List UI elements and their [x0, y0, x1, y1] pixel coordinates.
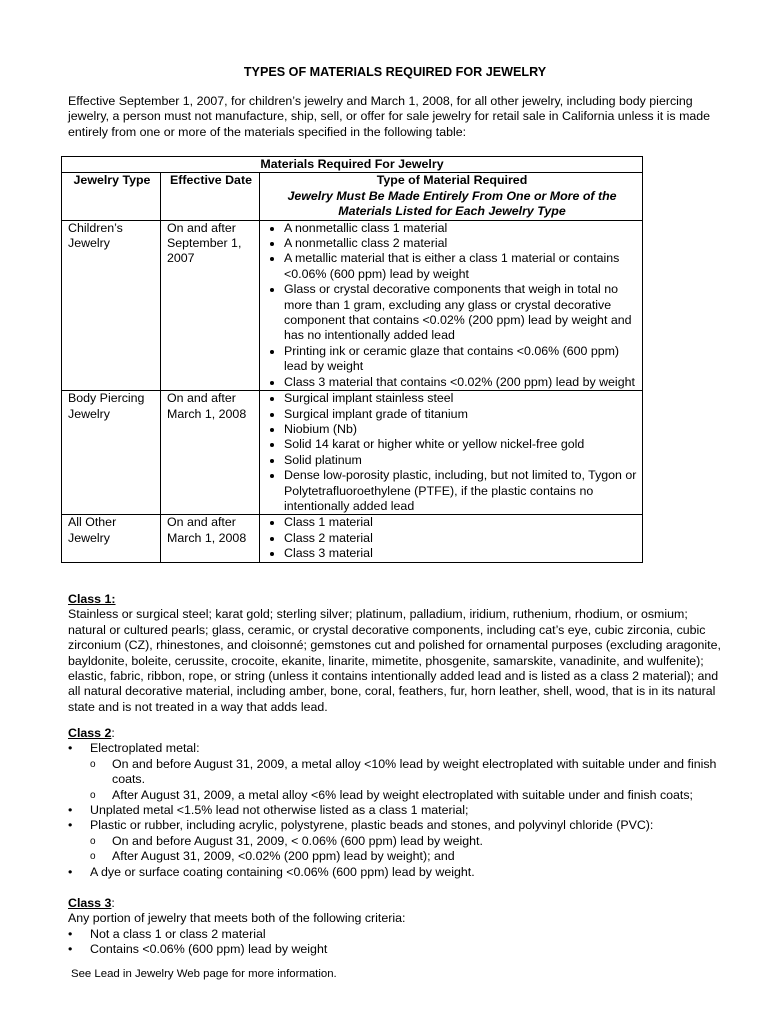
jewelry-type-cell: Body Piercing Jewelry — [62, 391, 161, 515]
intro-paragraph: Effective September 1, 2007, for children’s jewelry and March 1, 2008, for all other jewelry, including body piercing jewelry, a person must not manufacture, ship, sell, or offer for sale jewelry for retail sale in California unless it is made entirely from one or more of the materials specified in the following table: — [68, 94, 711, 139]
header-effective-date: Effective Date — [161, 173, 260, 220]
jewelry-type-cell: All Other Jewelry — [62, 515, 161, 562]
footer-note: See Lead in Jewelry Web page for more information. — [71, 968, 337, 980]
header-material-subtitle: Jewelry Must Be Made Entirely From One or More of the Materials Listed for Each Jewelry Type — [287, 188, 617, 219]
effective-date-cell: On and after March 1, 2008 — [161, 515, 260, 562]
list-item — [90, 818, 722, 864]
list-item — [90, 741, 722, 803]
class2-section — [68, 726, 722, 880]
header-jewelry-type: Jewelry Type — [62, 173, 161, 220]
sub-list-item: o After August 31, 2009, <0.02% (200 ppm) lead by weight); and — [112, 849, 722, 864]
list-item: • Contains <0.06% (600 ppm) lead by weight — [90, 942, 722, 957]
header-material-cell — [260, 173, 643, 220]
material-item: • Surgical implant stainless steel — [284, 391, 638, 406]
material-item: • A metallic material that is either a class 1 material or contains <0.06% (600 ppm) lead by weight — [284, 251, 638, 282]
material-item: • Glass or crystal decorative components that weigh in total no more than 1 gram, excluding any glass or crystal decorative component that contains <0.02% (200 ppm) lead by weight and has no intentionally added lead — [284, 282, 638, 344]
class3-heading: Class 3 — [68, 896, 112, 910]
list-item: • Not a class 1 or class 2 material — [90, 927, 722, 942]
material-item: • Niobium (Nb) — [284, 422, 638, 437]
materials-cell — [260, 391, 643, 515]
material-item: • A nonmetallic class 2 material — [284, 236, 638, 251]
sub-list-item: o On and before August 31, 2009, < 0.06% (600 ppm) lead by weight. — [112, 834, 722, 849]
table-row — [62, 391, 643, 515]
class1-text: Stainless or surgical steel; karat gold; sterling silver; platinum, palladium, iridium, ruthenium, rhodium, or osmium; natural or cultured pearls; glass, ceramic, or crystal decorative components, including cat’s eye, cubic zirconia, cubic zirconium (CZ), rhinestones, and cloisonné; gemstones cut and polished for ornamental purposes (excluding aragonite, bayldonite, boleite, cerussite, crocoite, ekanite, linarite, mimetite, phosgenite, samarskite, vanadinite, and wulfenite); elastic, fabric, ribbon, rope, or string (unless it contains intentionally added lead and is listed as a class 2 material); and all natural decorative material, including amber, bone, coral, feathers, fur, horn leather, shell, wood, that is in its natural state and is not treated in a way that adds lead. — [68, 607, 721, 714]
table-row — [62, 220, 643, 390]
document-title: TYPES OF MATERIALS REQUIRED FOR JEWELRY — [243, 65, 547, 79]
class1-section — [68, 592, 722, 715]
class3-list — [68, 927, 722, 958]
class1-heading: Class 1: — [68, 592, 116, 606]
material-item: • Printing ink or ceramic glaze that contains <0.06% (600 ppm) lead by weight — [284, 344, 638, 375]
class2-item-text: Plastic or rubber, including acrylic, polystyrene, plastic beads and stones, and polyvinyl chloride (PVC): — [90, 818, 654, 833]
class2-list — [68, 741, 722, 880]
sub-list-item: o After August 31, 2009, a metal alloy <6% lead by weight electroplated with suitable under and finish coats; — [112, 788, 722, 803]
table-caption: Materials Required For Jewelry — [62, 157, 643, 173]
class2-heading-colon: : — [111, 726, 115, 740]
class3-heading-colon: : — [111, 896, 115, 910]
table-row — [62, 515, 643, 562]
list-item: • A dye or surface coating containing <0.06% (600 ppm) lead by weight. — [90, 865, 722, 880]
header-material-required: Type of Material Required — [376, 173, 528, 188]
material-item: • Class 3 material that contains <0.02% (200 ppm) lead by weight — [284, 375, 638, 390]
materials-cell — [260, 515, 643, 562]
jewelry-type-cell: Children’s Jewelry — [62, 220, 161, 390]
effective-date-cell: On and after March 1, 2008 — [161, 391, 260, 515]
table-caption-row — [62, 157, 643, 173]
class2-heading-line — [68, 726, 722, 741]
class2-item-text: Electroplated metal: — [90, 741, 200, 756]
material-item: • Solid platinum — [284, 453, 638, 468]
list-item: • Unplated metal <1.5% lead not otherwise listed as a class 1 material; — [90, 803, 722, 818]
material-item: • Class 3 material — [284, 546, 638, 561]
sub-list-item: o On and before August 31, 2009, a metal alloy <10% lead by weight electroplated with suitable under and finish coats. — [112, 757, 722, 788]
material-item: • Solid 14 karat or higher white or yellow nickel-free gold — [284, 437, 638, 452]
materials-cell — [260, 220, 643, 390]
class2-sublist — [90, 757, 722, 803]
material-item: • Dense low-porosity plastic, including, but not limited to, Tygon or Polytetrafluoroethylene (PTFE), if the plastic contains no intentionally added lead — [284, 468, 638, 514]
class2-heading: Class 2 — [68, 726, 112, 740]
material-item: • Class 1 material — [284, 515, 638, 530]
class3-heading-line — [68, 896, 722, 911]
class3-text: Any portion of jewelry that meets both of the following criteria: — [68, 911, 406, 926]
material-item: • Surgical implant grade of titanium — [284, 407, 638, 422]
material-item: • A nonmetallic class 1 material — [284, 221, 638, 236]
table-header-row — [62, 173, 643, 220]
materials-table — [61, 156, 643, 563]
class2-sublist — [90, 834, 722, 865]
effective-date-cell: On and after September 1, 2007 — [161, 220, 260, 390]
class3-section — [68, 896, 722, 958]
material-item: • Class 2 material — [284, 531, 638, 546]
